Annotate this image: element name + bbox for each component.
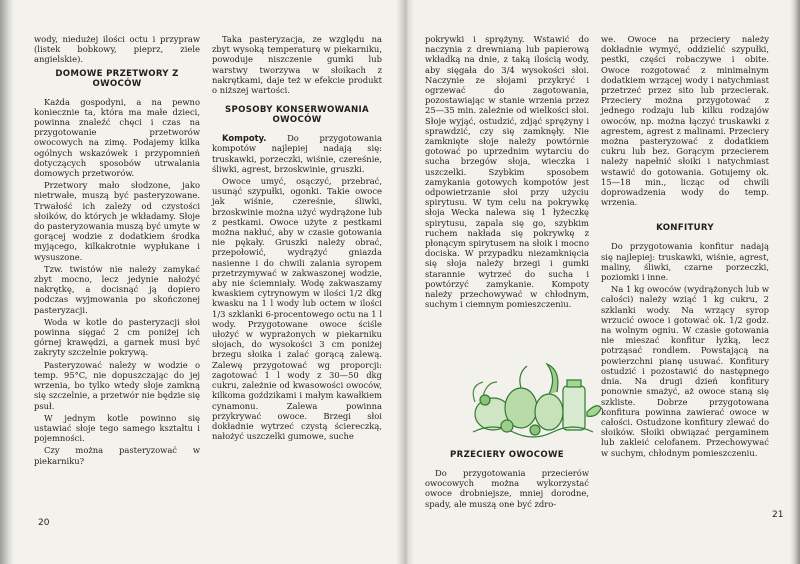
book-gutter [396,0,414,564]
paragraph: Owoce umyć, osączyć, przebrać, usunąć szypułki, ogonki. Takie owoce jak wiśnie, czereśnie, śliwki, brzoskwinie można użyć wydrążone lub z pestkami. Owoce użyte z pestkami można nakłuć, aby w czasie gotowania nie pękały. Gruszki należy obrać, przepołowić, wydrążyć gniazda nasienne i do chwili zalania syropem przetrzymywać w zakwaszonej wodzie, aby nie ściemniały. Wodę zakwaszamy kwaskiem cytrynowym w ilości 1/2 dkg kwasku na 1 l wody lub octem w ilości 1/3 szklanki 6-procentowego octu na 1 l wody. Przygotowane owoce ściśle ułożyć w wyprażonych w piekarniku słojach, do wysokości 3 cm poniżej brzegu słoika i zalać gorącą zalewą. Zalewę przygotować wg proporcji: zagotować 1 l wody z 30—50 dkg cukru, zależnie od kwasowości owoców, kilkoma goździkami i małym kawałkiem cynamonu. Zalewa powinna przykrywać owoce. Brzegi słoi dokładnie wytrzeć czystą ściereczką, nałożyć uszczelki gumowe, suche [212,176,382,442]
paragraph: Na 1 kg owoców (wydrążonych lub w całości) należy wziąć 1 kg cukru, 2 szklanki wody. Na wrzący syrop wrzucić owoce i gotować ok. 1/2 godz. na wolnym ogniu. W czasie gotowania nie mieszać konfitur łyżką, lecz potrząsać rondlem. Powstającą na powierzchni pianę usuwać. Konfitury ostudzić i pozostawić do następnego dnia. Na drugi dzień konfitury ponownie smażyć, aż owoce staną się szkliste. Dobrze przygotowana konfitura powinna zawierać owoce w całości. Ostudzone konfitury zlewać do słoików. Słoiki obwiązać pergaminem lub zakleić celofanem. Przechowywać w suchym, chłodnym pomieszczeniu. [601,284,770,458]
paragraph: wody, niedużej ilości octu i przypraw (listek bobkowy, pieprz, ziele angielskie). [34,34,200,65]
section-heading: PRZECIERY OWOCOWE [450,450,564,460]
paragraph: W jednym kotle powinno się ustawiać słoje tego samego kształtu i pojemności. [34,412,200,444]
paragraph: Do przygotowania konfitur nadają się najlepiej: truskawki, wiśnie, agrest, maliny, śliwki, czarne porzeczki, poziomki i inne. [601,241,769,283]
column-3-bottom [425,468,589,509]
section-heading: SPOSOBY KONSERWOWANIA OWOCÓW [225,105,369,126]
paragraph-text: Do przygotowania kompotów najlepiej nadają się: truskawki, porzeczki, wiśnie, czereśnie, śliwki, agrest, brzoskwinie, gruszki. [212,133,382,174]
column-1 [34,34,200,468]
right-page [405,0,800,564]
column-2 [212,34,382,443]
paragraph: Taka pasteryzacja, ze względu na zbyt wysoką temperaturę w piekarniku, powoduje niszczenie gumki lub warstwy tworzywa w słoikach z nakrętkami, daje też w efekcie produkt o niższej wartości. [212,34,382,96]
page-number: 21 [772,510,784,520]
section-heading: DOMOWE PRZETWORY Z OWOCÓW [55,68,179,89]
page-number: 20 [38,518,50,528]
paragraph: Przetwory mało słodzone, jako nietrwałe, muszą być pasteryzowane. Trwałość ich zależy od czystości słoików, do których je wkładamy. Słoje do pasteryzowania muszą być umyte w gorącej wodzie z dodatkiem środka myjącego, kilkakrotnie wypłukane i wysuszone. [34,180,200,262]
paragraph: Czy można pasteryzować w piekarniku? [34,445,200,466]
paragraph: Do przygotowania przecierów owocowych można wykorzystać owoce drobniejsze, mniej dorodne, spady, ale muszą one być zdro- [425,468,589,509]
section-heading: KONFITURY [656,223,714,234]
paragraph: Każda gospodyni, a na pewno koniecznie ta, która ma małe dzieci, powinna znaleźć chęci i czas na przygotowanie przetworów owocowych na zimę. Podajemy kilka ogólnych wskazówek i przypomnień dotyczących sposobów utrwalania domowych przetworów. [34,96,200,179]
paragraph: Pasteryzować należy w wodzie o temp. 95°C, nie dopuszczając do jej wrzenia, bo tylko wtedy słoje zamkną się szczelnie, a przetwór nie będzie się psuł. [34,359,200,411]
page-edge-left [0,0,14,564]
paragraph [212,133,382,174]
paragraph: we. Owoce na przeciery należy dokładnie wymyć, oddzielić szypułki, pestki, części robaczywe i obite. Owoce rozgotować z minimalnym dodatkiem wrzącej wody i natychmiast przetrzeć przez sito lub przecierak. Przeciery można przygotować z jednego rodzaju lub kilku rodzajów owoców, np. można łączyć truskawki z agrestem, agrest z malinami. Przeciery można pasteryzować z dodatkiem cukru lub bez. Gorącym przecierem należy napełnić słoiki i natychmiast wstawić do gotowania. Gotujemy ok. 15—18 min., licząc od chwili doprowadzenia wody do temp. wrzenia. [601,34,769,208]
paragraph: Tzw. twistów nie należy zamykać zbyt mocno, lecz jedynie nałożyć nakrętkę, a docisnąć ją dopiero podczas wyjmowania po skończonej pasteryzacji. [34,263,200,315]
column-3 [425,34,589,311]
page-edge-right [790,0,800,564]
paragraph: Woda w kotle do pasteryzacji słoi powinna sięgać 2 cm poniżej ich górnej krawędzi, a garnek musi być zakryty szczelnie pokrywą. [34,316,200,358]
fruit-vegetable-illustration-icon [463,352,605,440]
paragraph: pokrywki i sprężyny. Wstawić do naczynia z drewnianą lub papierową wkładką na dnie, z taką ilością wody, aby sięgała do 3/4 wysokości słoi. Naczynie ze słojami przykryć i ogrzewać do zagotowania, pozostawiając w stanie wrzenia przez 25—35 min. zależnie od wielkości słoi. Słoje wyjąć, ostudzić, zdjąć sprężyny i sprawdzić, czy się zamknęły. Nie zamknięte słoje należy powtórnie gotować po uprzednim wytarciu do sucha brzegów słoja, wieczka i uszczelki. Szybkim sposobem zamykania gotowych kompotów jest odpowietrzanie słoi przy użyciu spirytusu. W tym celu na pokrywkę słoja Wecka nalewa się 1 łyżeczkę spirytusu, zapala się go, szybkim ruchem nakłada się pokrywkę z płonącym spirytusem na słoik i mocno dociska. W przypadku niezamknięcia się słoja należy brzegi i gumki starannie wytrzeć do sucha i powtórzyć zamykanie. Kompoty należy przechowywać w chłodnym, suchym i ciemnym pomieszczeniu. [425,34,589,310]
lead-term: Kompoty. [222,133,267,144]
column-4 [601,34,769,460]
